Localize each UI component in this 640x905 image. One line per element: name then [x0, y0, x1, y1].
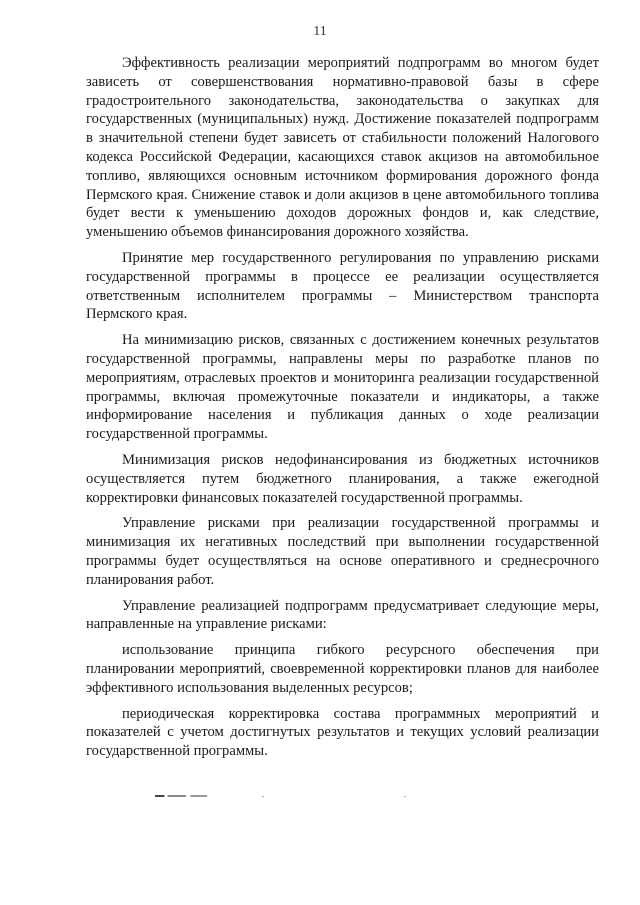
document-body: [86, 54, 599, 768]
paragraph-risk-minimization: На минимизацию рисков, связанных с достижением конечных результатов государственной программы, направлены меры по разработке планов по мероприятиям, отраслевых проектов и мониторинга реализации государственной программы, включая промежуточные показатели и индикаторы, а также информирование населения и публикация данных о ходе реализации государственной программы.: [86, 332, 599, 443]
paragraph-risk-management: Управление рисками при реализации государственной программы и минимизация их негативных последствий при выполнении государственной программы будет осуществляться на основе оперативного и среднесрочного планирования работ.: [86, 515, 599, 588]
paragraph-measures-intro: Управление реализацией подпрограмм предусматривает следующие меры, направленные на управление рисками:: [86, 597, 599, 633]
paragraph-regulation: Принятие мер государственного регулирования по управлению рисками государственной программы в процессе ее реализации осуществляется ответственным исполнителем программы – Министерством транспорта Пермского края.: [86, 249, 599, 323]
scan-speck: [404, 796, 406, 797]
page-number: 11: [313, 24, 327, 39]
scan-artifact: [155, 795, 207, 797]
scan-speck: [262, 796, 264, 797]
list-item-periodic-adjustment: периодическая корректировка состава программных мероприятий и показателей с учетом достигнутых результатов и текущих условий реализации государственной программы.: [86, 705, 599, 760]
paragraph-effectiveness: Эффективность реализации мероприятий подпрограмм во многом будет зависеть от совершенствования нормативно-правовой базы в сфере градостроительного законодательства, законодательства о закупках для государственных (муниципальных) нужд. Достижение показателей подпрограмм в значительной степени будет зависеть от стабильности положений Налогового кодекса Российской Федерации, касающихся ставок акцизов на автомобильное топливо, являющихся основным источником формирования дорожного фонда Пермского края. Снижение ставок и доли акцизов в цене автомобильного топлива будет вести к уменьшению доходов дорожных фондов и, как следствие, уменьшению объемов финансирования дорожного хозяйства.: [86, 55, 599, 241]
paragraph-underfunding: Минимизация рисков недофинансирования из бюджетных источников осуществляется путем бюджетного планирования, а также ежегодной корректировки финансовых показателей государственной программы.: [86, 451, 599, 506]
list-item-flexible-resources: использование принципа гибкого ресурсного обеспечения при планировании мероприятий, своевременной корректировки планов для наиболее эффективного использования выделенных ресурсов;: [86, 642, 599, 696]
